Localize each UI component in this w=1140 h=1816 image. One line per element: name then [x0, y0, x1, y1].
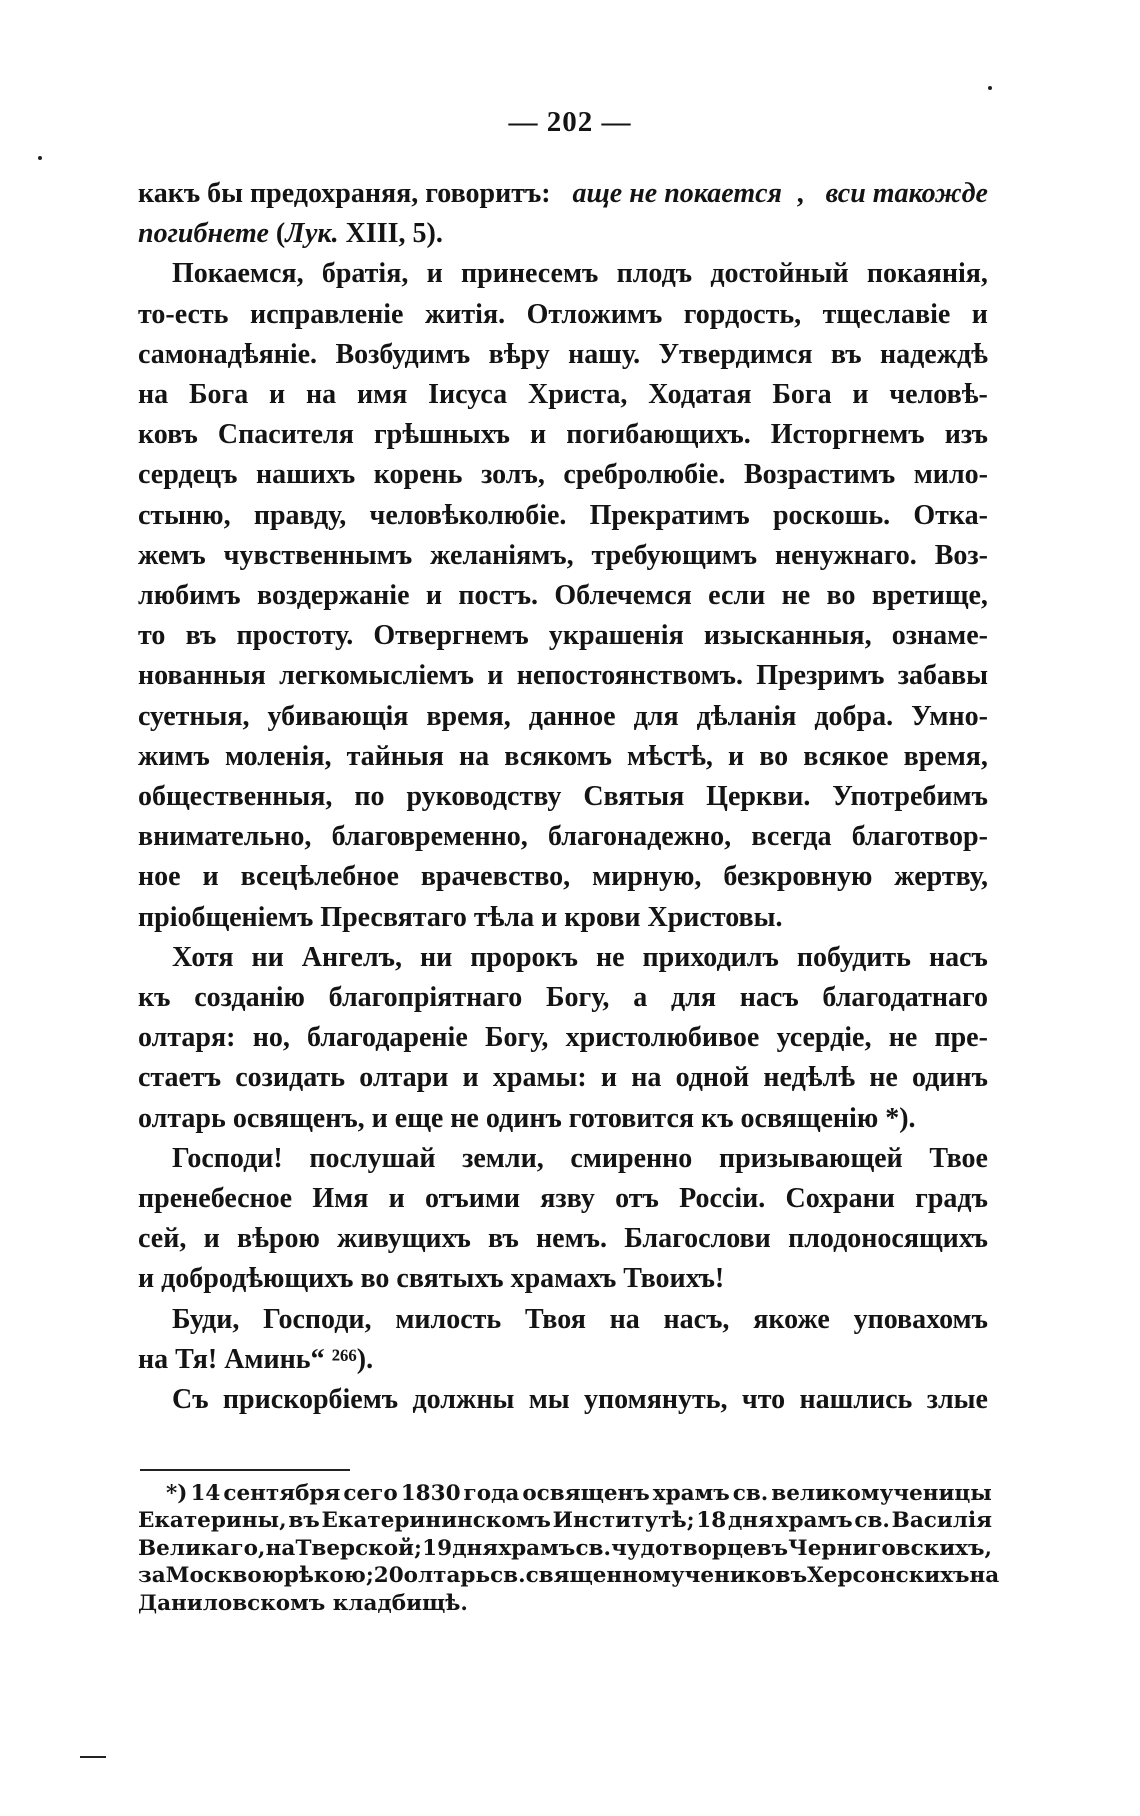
word: и: [600, 1062, 618, 1094]
word: данное: [528, 700, 616, 732]
word: стаетъ: [138, 1062, 222, 1094]
word: постъ.: [458, 580, 539, 612]
word: жертву,: [894, 861, 988, 893]
word: всякомъ: [504, 740, 612, 772]
word: то: [138, 620, 166, 652]
word: Благослови: [624, 1223, 771, 1255]
word: благопріятнаго: [328, 982, 523, 1014]
word: правду,: [253, 499, 347, 531]
word: и: [530, 419, 547, 451]
word: Отложимъ: [526, 298, 663, 330]
word: Презримъ: [756, 660, 885, 692]
text-line: [138, 576, 988, 616]
word: Господи,: [263, 1303, 372, 1335]
word: добра.: [814, 700, 894, 732]
word: Святыя: [583, 781, 685, 813]
word: желаніямъ,: [430, 539, 574, 571]
word: и: [971, 298, 988, 330]
word: легкомысліемъ: [279, 660, 474, 692]
word: и: [202, 861, 219, 893]
text-line: [138, 777, 988, 817]
word: сердецъ: [138, 459, 238, 491]
word: по: [354, 781, 385, 813]
word: ни: [419, 941, 453, 973]
word: любимъ: [138, 580, 241, 612]
word: время,: [903, 740, 988, 772]
word: благодареніе: [307, 1022, 468, 1054]
word: Возбудимъ: [335, 338, 471, 370]
word: и: [425, 580, 443, 612]
word: св.: [490, 1563, 526, 1589]
word: ни: [251, 941, 284, 973]
word: въ: [830, 338, 862, 370]
word: 18: [696, 1508, 727, 1534]
word: пророкъ: [470, 941, 578, 973]
word: мѣстѣ,: [627, 740, 713, 772]
word: Возрастимъ: [743, 459, 896, 491]
word: изъ: [944, 419, 988, 451]
word: всецѣлебное: [240, 861, 399, 893]
word: не: [888, 1022, 918, 1054]
word: христолюбивое: [565, 1022, 760, 1054]
text-line: [138, 1058, 988, 1098]
word: милость: [395, 1303, 502, 1335]
footnote-line: [138, 1507, 992, 1534]
text-line: [138, 536, 988, 576]
word: Утвердимся: [658, 338, 813, 370]
word: жемъ: [138, 539, 206, 571]
word: требующимъ: [591, 539, 758, 571]
word: и: [852, 379, 869, 411]
word: и: [426, 258, 443, 290]
word: Херсонскихъ: [807, 1563, 970, 1589]
word: мило-: [913, 459, 988, 491]
word: Твое: [929, 1142, 988, 1174]
word: немъ.: [536, 1223, 607, 1255]
word: Бога: [188, 379, 249, 411]
word: вретище,: [871, 580, 988, 612]
word: Умно-: [911, 700, 988, 732]
word: Москвою: [165, 1563, 284, 1589]
word: нованныя: [138, 660, 266, 692]
footnote-line: [138, 1480, 992, 1507]
word: для: [633, 700, 679, 732]
word: Екатерининскомъ: [321, 1508, 551, 1534]
text-segment: какъ бы предохраняя, говоритъ:: [138, 178, 558, 209]
word: Ходатая: [648, 379, 752, 411]
word: вѣрою: [236, 1223, 320, 1255]
text-line: на Тя! Аминь“ ²⁶⁶).: [138, 1343, 374, 1375]
word: побудить: [796, 941, 911, 973]
word: моленія,: [224, 740, 332, 772]
word: въ: [488, 1223, 519, 1255]
text-line: [138, 214, 988, 254]
word: на: [609, 1303, 640, 1335]
text-line: [138, 335, 988, 375]
text-line: [138, 656, 988, 696]
word: ное: [138, 861, 181, 893]
text-line: [138, 1179, 988, 1219]
text-line: [138, 254, 988, 294]
word: ознаме-: [891, 620, 988, 652]
word: имя: [356, 379, 408, 411]
word: чувственнымъ: [223, 539, 413, 571]
word: а: [633, 982, 648, 1014]
word: живущихъ: [337, 1223, 471, 1255]
word: во: [759, 740, 789, 772]
text-line: [138, 455, 988, 495]
word: недѣлѣ: [763, 1062, 856, 1094]
text-line: олтарь освященъ, и еще не одинъ готовится къ освященію *).: [138, 1102, 916, 1134]
word: одной: [675, 1062, 750, 1094]
word: Богу,: [484, 1022, 549, 1054]
word: сребролюбіе.: [563, 459, 726, 491]
word: Церкви.: [706, 781, 811, 813]
scan-mark: [80, 1756, 106, 1758]
word: Имя: [312, 1183, 369, 1215]
word: благонадежно,: [547, 821, 732, 853]
text-line: [138, 1300, 988, 1340]
word: на: [265, 1535, 296, 1561]
word: Черниговскихъ,: [788, 1535, 992, 1561]
word: братія,: [321, 258, 409, 290]
word: и: [388, 1183, 405, 1215]
word: достойный: [710, 258, 849, 290]
word: Василія: [891, 1508, 992, 1534]
word: злые: [926, 1384, 988, 1416]
word: вѣру: [488, 338, 550, 370]
word: якоже: [753, 1303, 830, 1335]
word: воздержаніе: [257, 580, 410, 612]
word: чудотворцевъ: [611, 1535, 788, 1561]
word: Хотя: [172, 941, 234, 973]
word: погибающихъ.: [566, 419, 751, 451]
word: храмъ: [498, 1535, 576, 1561]
scan-speck: [988, 86, 992, 90]
word: корень: [373, 459, 463, 491]
word: ненужнаго.: [775, 539, 917, 571]
text-line: [138, 938, 988, 978]
word: одинъ: [911, 1062, 988, 1094]
word: простоту.: [236, 620, 354, 652]
word: самонадѣяніе.: [138, 338, 318, 370]
word: дня: [452, 1535, 499, 1561]
word: Облечемся: [554, 580, 692, 612]
word: Бога: [772, 379, 832, 411]
word: во: [826, 580, 856, 612]
quote-italic: вси такожде: [825, 178, 988, 209]
word: забавы: [897, 660, 988, 692]
word: Спасителя: [217, 419, 354, 451]
word: исправленіе: [249, 298, 404, 330]
word: олтаря:: [138, 1022, 236, 1054]
word: насъ: [739, 982, 799, 1014]
word: Исторгнемъ: [770, 419, 925, 451]
word: что: [741, 1384, 786, 1416]
text-line: [138, 496, 988, 536]
word: Съ: [172, 1384, 209, 1416]
word: Екатерины,: [138, 1508, 287, 1534]
word: Тверской;: [295, 1535, 422, 1561]
footnote-line: [138, 1535, 992, 1562]
word: усердіе,: [776, 1022, 872, 1054]
word: года: [463, 1481, 520, 1506]
word: священномучениковъ: [525, 1563, 808, 1589]
word: мы: [528, 1384, 570, 1416]
word: и: [727, 740, 745, 772]
word: земли,: [462, 1142, 544, 1174]
word: приходилъ: [642, 941, 779, 973]
word: на: [631, 1062, 662, 1094]
word: изысканныя,: [703, 620, 872, 652]
word: прискорбіемъ: [222, 1384, 399, 1416]
word: тщеславіе: [822, 298, 951, 330]
word: насъ,: [663, 1303, 730, 1335]
word: 19: [422, 1535, 453, 1561]
word: врачевство,: [420, 861, 571, 893]
word: на: [969, 1563, 1000, 1589]
word: Отвергнемъ: [373, 620, 529, 652]
body-text: [138, 174, 988, 1420]
word: св.: [575, 1535, 611, 1561]
footnote: [138, 1480, 1000, 1617]
word: пренебесное: [138, 1183, 293, 1215]
word: и: [462, 1062, 479, 1094]
word: градъ: [915, 1183, 988, 1215]
word: храмъ: [652, 1481, 730, 1506]
word: 14: [190, 1481, 221, 1506]
word: язву: [540, 1183, 595, 1215]
word: и: [203, 1223, 220, 1255]
word: то-есть: [138, 298, 229, 330]
word: Покаемся,: [172, 258, 304, 290]
text-line: [138, 1219, 988, 1259]
word: общественныя,: [138, 781, 333, 813]
word: должны: [412, 1384, 515, 1416]
word: мирную,: [592, 861, 702, 893]
word: нашлись: [799, 1384, 913, 1416]
word: не: [869, 1062, 898, 1094]
text-line: и добродѣющихъ во святыхъ храмахъ Твоихъ!: [138, 1263, 725, 1295]
word: стыню,: [138, 499, 231, 531]
word: Воз-: [934, 539, 988, 571]
word: гордость,: [683, 298, 802, 330]
word: безкровную: [723, 861, 873, 893]
word: св.: [732, 1481, 769, 1506]
footnote-line: Даниловскомъ кладбищѣ.: [138, 1590, 468, 1616]
word: внимательно,: [138, 821, 312, 853]
word: суетныя,: [138, 700, 250, 732]
text-segment: ,: [796, 178, 811, 209]
word: всегда: [751, 821, 832, 853]
page-number: — 202 —: [508, 106, 632, 138]
text-line: [138, 295, 988, 335]
word: и: [269, 379, 286, 411]
word: плодоносящихъ: [788, 1223, 988, 1255]
word: дѣланія: [696, 700, 797, 732]
word: нашихъ: [256, 459, 356, 491]
word: украшенія: [548, 620, 684, 652]
text-line: [138, 978, 988, 1018]
word: плодъ: [616, 258, 693, 290]
word: Христа,: [527, 379, 628, 411]
word: Твоя: [525, 1303, 586, 1335]
word: Богу,: [546, 982, 610, 1014]
word: но,: [252, 1022, 290, 1054]
text-line: [138, 616, 988, 656]
word: руководству: [406, 781, 562, 813]
word: жимъ: [138, 740, 210, 772]
text-line: [138, 174, 988, 214]
scan-speck: [38, 156, 42, 160]
word: благовременно,: [331, 821, 528, 853]
text-line: [138, 1139, 988, 1179]
word: послушай: [309, 1142, 436, 1174]
word: Россіи.: [679, 1183, 766, 1215]
word: роскошь.: [772, 499, 891, 531]
word: великомученицы: [771, 1481, 992, 1506]
word: ковъ: [138, 419, 198, 451]
word: для: [670, 982, 716, 1014]
text-line: [138, 375, 988, 415]
word: благотвор-: [851, 821, 988, 853]
text-line: [138, 737, 988, 777]
word: грѣшныхъ: [373, 419, 510, 451]
word: *): [166, 1481, 188, 1506]
word: Ангелъ,: [301, 941, 402, 973]
word: храмы:: [492, 1062, 587, 1094]
word: благодатнаго: [822, 982, 988, 1014]
word: дня: [727, 1508, 774, 1534]
word: тайныя: [346, 740, 444, 772]
word: не: [781, 580, 811, 612]
text-segment: XIII, 5).: [338, 218, 443, 250]
footnote-divider: [140, 1469, 350, 1471]
word: человѣ-: [889, 379, 988, 411]
word: человѣколюбіе.: [369, 499, 567, 531]
word: за: [138, 1563, 166, 1589]
word: убивающія: [267, 700, 409, 732]
word: Сохрани: [785, 1183, 895, 1215]
word: Великаго,: [138, 1535, 266, 1561]
text-segment: (: [268, 218, 286, 250]
word: олтарь: [403, 1563, 491, 1589]
word: принесемъ: [461, 258, 599, 290]
word: Іисуса: [428, 379, 508, 411]
word: покаянія,: [866, 258, 988, 290]
word: уповахомъ: [853, 1303, 988, 1335]
word: Отка-: [913, 499, 988, 531]
word: время,: [426, 700, 511, 732]
citation-italic: Лук.: [285, 218, 339, 250]
word: 1830: [400, 1481, 461, 1506]
word: созидать: [235, 1062, 346, 1094]
word: и: [487, 660, 504, 692]
word: насъ: [929, 941, 988, 973]
word: отъими: [424, 1183, 521, 1215]
word: св.: [854, 1508, 890, 1534]
quote-italic: аще не покается: [572, 178, 782, 209]
word: олтари: [359, 1062, 449, 1094]
word: на: [138, 379, 169, 411]
word: на: [459, 740, 490, 772]
word: пре-: [934, 1022, 988, 1054]
word: сентября: [223, 1481, 341, 1506]
word: сего: [343, 1481, 398, 1506]
word: сей,: [138, 1223, 187, 1255]
word: если: [708, 580, 766, 612]
text-line: [138, 1380, 988, 1420]
word: Прекратимъ: [589, 499, 750, 531]
word: Употребимъ: [832, 781, 988, 813]
word: не: [595, 941, 625, 973]
word: всякое: [803, 740, 889, 772]
word: нашу.: [568, 338, 641, 370]
word: освященъ: [522, 1481, 650, 1506]
word: золъ,: [481, 459, 545, 491]
word: рѣкою;: [283, 1563, 374, 1589]
word: къ: [138, 982, 171, 1014]
text-line: [138, 1018, 988, 1058]
word: упомянуть,: [584, 1384, 728, 1416]
word: храмъ: [775, 1508, 853, 1534]
word: Институтѣ;: [552, 1508, 695, 1534]
word: Буди,: [172, 1303, 240, 1335]
word: призывающей: [718, 1142, 903, 1174]
word: Господи!: [172, 1142, 283, 1174]
quote-italic: погибнете: [138, 218, 269, 250]
word: житія.: [424, 298, 506, 330]
text-line: [138, 817, 988, 857]
text-line: [138, 415, 988, 455]
word: надеждѣ: [879, 338, 988, 370]
footnote-line: [138, 1562, 1000, 1589]
word: смиренно: [570, 1142, 693, 1174]
text-line: пріобщеніемъ Пресвятаго тѣла и крови Христовы.: [138, 901, 783, 933]
word: созданію: [194, 982, 305, 1014]
word: въ: [185, 620, 217, 652]
text-line: [138, 697, 988, 737]
word: отъ: [615, 1183, 659, 1215]
word: 20: [373, 1563, 404, 1589]
word: непостоянствомъ.: [516, 660, 743, 692]
text-line: [138, 857, 988, 897]
word: въ: [288, 1508, 320, 1534]
word: на: [306, 379, 337, 411]
